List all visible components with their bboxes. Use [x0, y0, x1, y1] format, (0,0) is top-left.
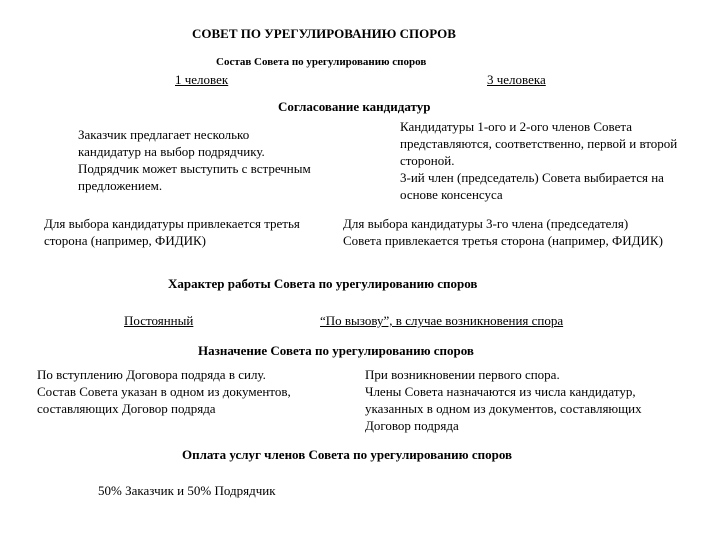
appointment-right: При возникновении первого спора. Члены Совета назначаются из числа кандидатур, указанных в одном из документов, составляющих Договор подряда — [365, 367, 642, 433]
approval-left: Заказчик предлагает несколько кандидатур на выбор подрядчику. Подрядчик может выступить с встречным предложением. — [78, 127, 311, 193]
composition-left: 1 человек — [175, 72, 229, 87]
payment-text: 50% Заказчик и 50% Подрядчик — [98, 483, 276, 498]
approval-left-bottom: Для выбора кандидатуры привлекается третья сторона (например, ФИДИК) — [44, 216, 300, 248]
composition-right: 3 человека — [487, 72, 546, 87]
nature-heading: Характер работы Совета по урегулированию споров — [168, 276, 478, 291]
approval-right: Кандидатуры 1-ого и 2-ого членов Совета представляются, соответственно, первой и второй стороной. 3-ий член (председатель) Совета выбирается на основе консенсуса — [400, 119, 678, 202]
page-title: СОВЕТ ПО УРЕГУЛИРОВАНИЮ СПОРОВ — [192, 26, 456, 41]
approval-right-bottom: Для выбора кандидатуры 3-го члена (председателя) Совета привлекается третья сторона (например, ФИДИК) — [343, 216, 663, 248]
nature-left: Постоянный — [124, 313, 194, 328]
appointment-heading: Назначение Совета по урегулированию споров — [198, 343, 474, 358]
appointment-left: По вступлению Договора подряда в силу. Состав Совета указан в одном из документов, составляющих Договор подряда — [37, 367, 291, 416]
nature-right: “По вызову”, в случае возникновения спора — [320, 313, 564, 328]
approval-heading: Согласование кандидатур — [278, 99, 431, 114]
composition-heading: Состав Совета по урегулированию споров — [216, 56, 427, 68]
payment-heading: Оплата услуг членов Совета по урегулированию споров — [182, 447, 513, 462]
